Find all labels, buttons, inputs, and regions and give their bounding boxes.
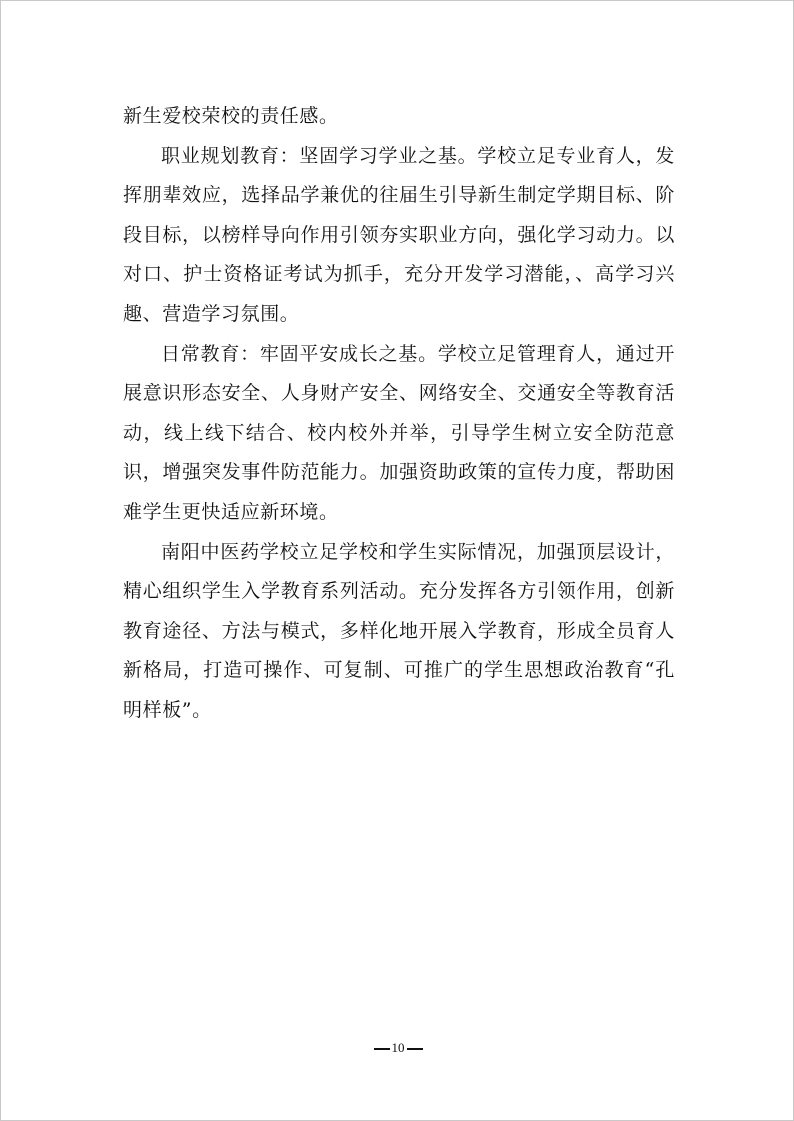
paragraph-continuation: 新生爱校荣校的责任感。 xyxy=(123,105,339,127)
body-text xyxy=(123,97,675,731)
paragraph-career-planning: 职业规划教育：坚固学习学业之基。学校立足专业育人，发挥朋辈效应，选择品学兼优的往届生引导新生制定学期目标、阶段目标，以榜样导向作用引领夯实职业方向，强化学习动力。以对口、护士资格证考试为抓手，充分开发学习潜能，、高学习兴趣、营造学习氛围。 xyxy=(123,144,675,325)
paragraph-daily-education: 日常教育：牢固平安成长之基。学校立足管理育人，通过开展意识形态安全、人身财产安全、网络安全、交通安全等教育活动，线上线下结合、校内校外并举，引导学生树立安全防范意识，增强突发事件防范能力。加强资助政策的宣传力度，帮助困难学生更快适应新环境。 xyxy=(123,342,675,523)
page-footer xyxy=(1,1040,794,1056)
page-number: 10 xyxy=(391,1040,405,1055)
paragraph-summary: 南阳中医药学校立足学校和学生实际情况，加强顶层设计，精心组织学生入学教育系列活动。充分发挥各方引领作用，创新教育途径、方法与模式，多样化地开展入学教育，形成全员育人新格局，打造可操作、可复制、可推广的学生思想政治教育“孔明样板”。 xyxy=(123,540,675,721)
footer-dash-right xyxy=(407,1048,423,1050)
footer-dash-left xyxy=(374,1048,390,1050)
